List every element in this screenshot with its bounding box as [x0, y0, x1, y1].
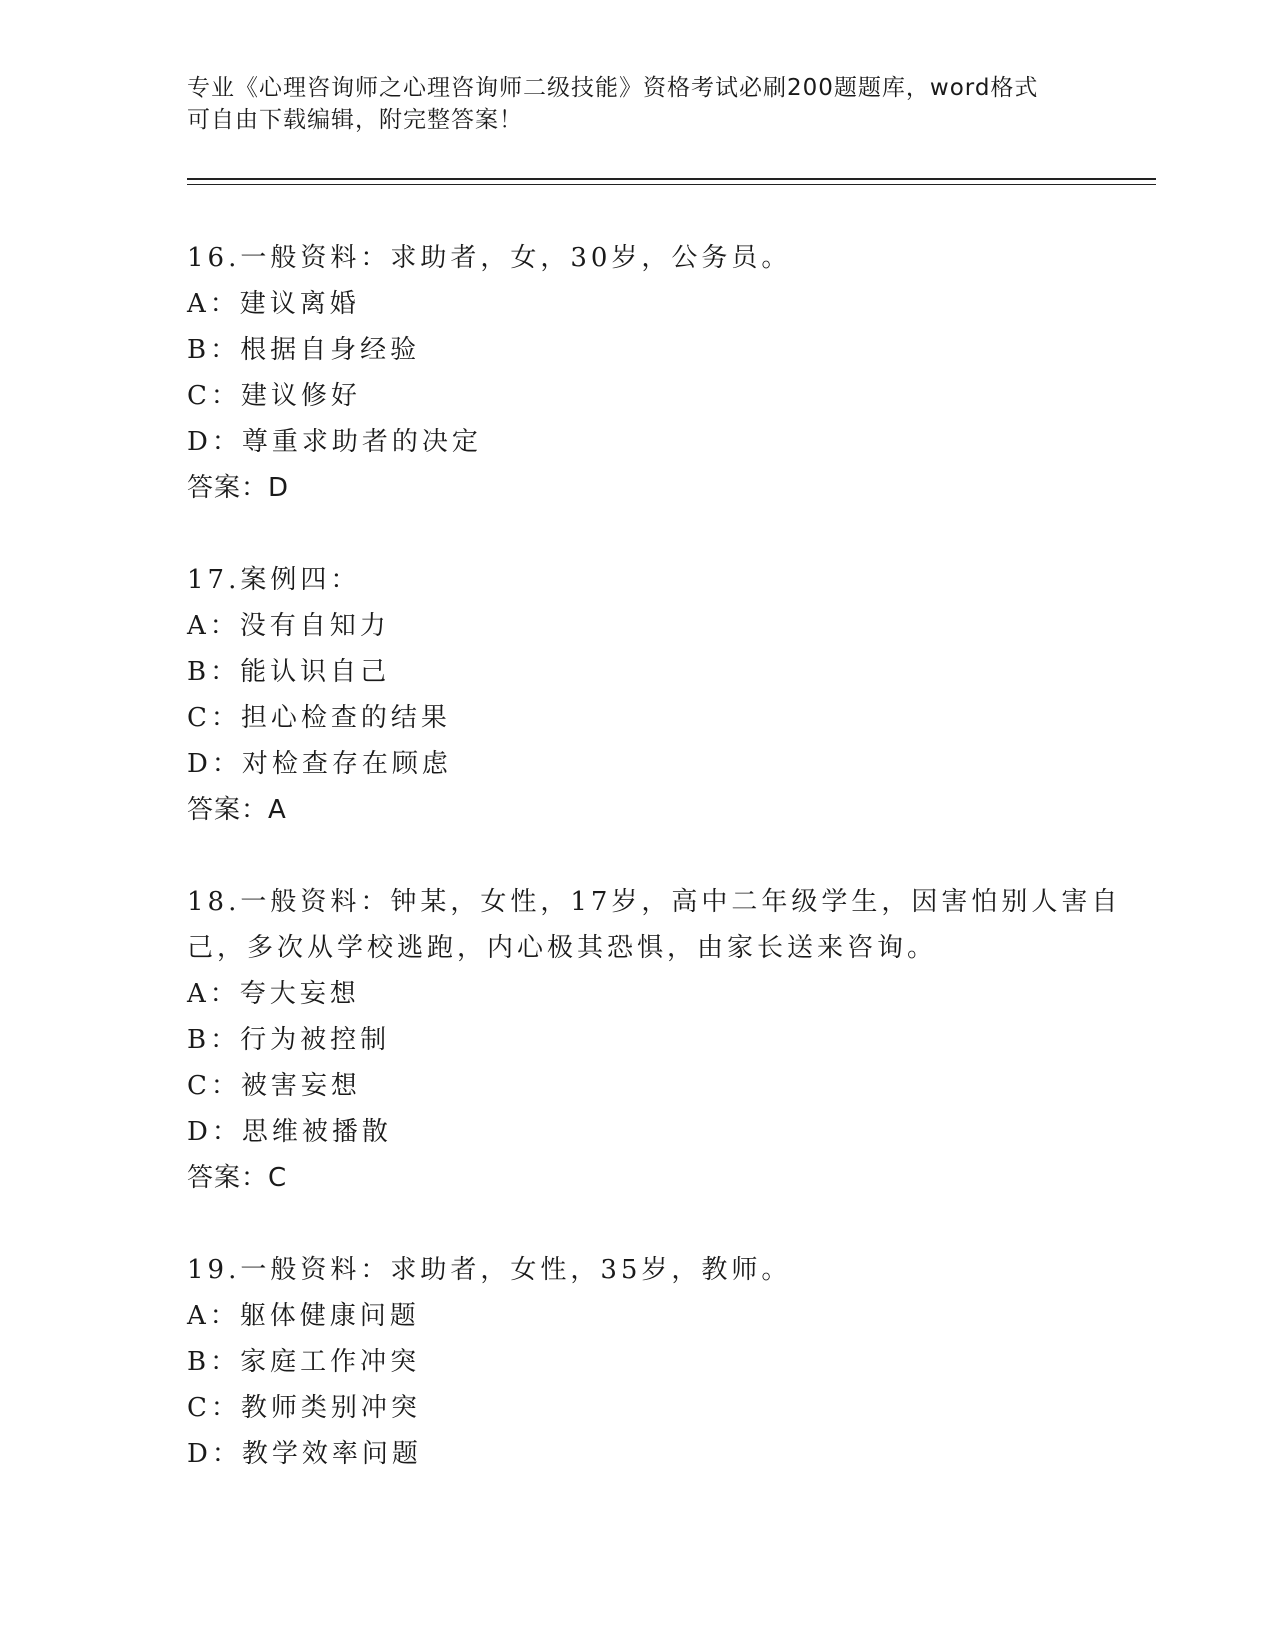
question-stem	[187, 235, 1087, 281]
question-stem	[187, 1247, 1087, 1293]
option-a: A：建议离婚	[187, 289, 360, 319]
option-a: A：躯体健康问题	[187, 1301, 420, 1331]
stem-line: 16.一般资料：求助者，女，30岁，公务员。	[187, 243, 792, 273]
question-16	[187, 235, 1087, 511]
question-list	[187, 235, 1122, 1523]
option-b: B：家庭工作冲突	[187, 1347, 421, 1377]
question-19	[187, 1247, 1087, 1477]
option-d: D：思维被播散	[187, 1117, 392, 1147]
option-c: C：被害妄想	[187, 1071, 361, 1101]
header-line-1: 专业《心理咨询师之心理咨询师二级技能》资格考试必刷200题题库，word格式	[187, 75, 1039, 101]
answer-line: 答案：D	[187, 473, 290, 503]
question-stem	[187, 557, 1087, 603]
answer-line: 答案：A	[187, 795, 287, 825]
option-c: C：教师类别冲突	[187, 1393, 421, 1423]
option-d: D：尊重求助者的决定	[187, 427, 482, 457]
option-b: B：能认识自己	[187, 657, 391, 687]
question-18	[187, 879, 1122, 1201]
question-17	[187, 557, 1087, 833]
document-header	[187, 72, 1067, 136]
header-line-2: 可自由下载编辑，附完整答案！	[187, 107, 523, 133]
question-stem	[187, 879, 1122, 971]
option-b: B：行为被控制	[187, 1025, 391, 1055]
answer-line: 答案：C	[187, 1163, 288, 1193]
header-divider-thick	[187, 178, 1156, 180]
stem-line: 己，多次从学校逃跑，内心极其恐惧，由家长送来咨询。	[187, 933, 938, 963]
option-d: D：教学效率问题	[187, 1439, 422, 1469]
stem-line: 18.一般资料：钟某，女性，17岁，高中二年级学生，因害怕别人害自	[187, 887, 1122, 917]
option-d: D：对检查存在顾虑	[187, 749, 452, 779]
option-a: A：没有自知力	[187, 611, 390, 641]
header-divider-thin	[187, 184, 1156, 185]
option-c: C：建议修好	[187, 381, 361, 411]
stem-line: 19.一般资料：求助者，女性，35岁，教师。	[187, 1255, 792, 1285]
option-b: B：根据自身经验	[187, 335, 421, 365]
option-a: A：夸大妄想	[187, 979, 360, 1009]
option-c: C：担心检查的结果	[187, 703, 451, 733]
stem-line: 17.案例四：	[187, 565, 361, 595]
